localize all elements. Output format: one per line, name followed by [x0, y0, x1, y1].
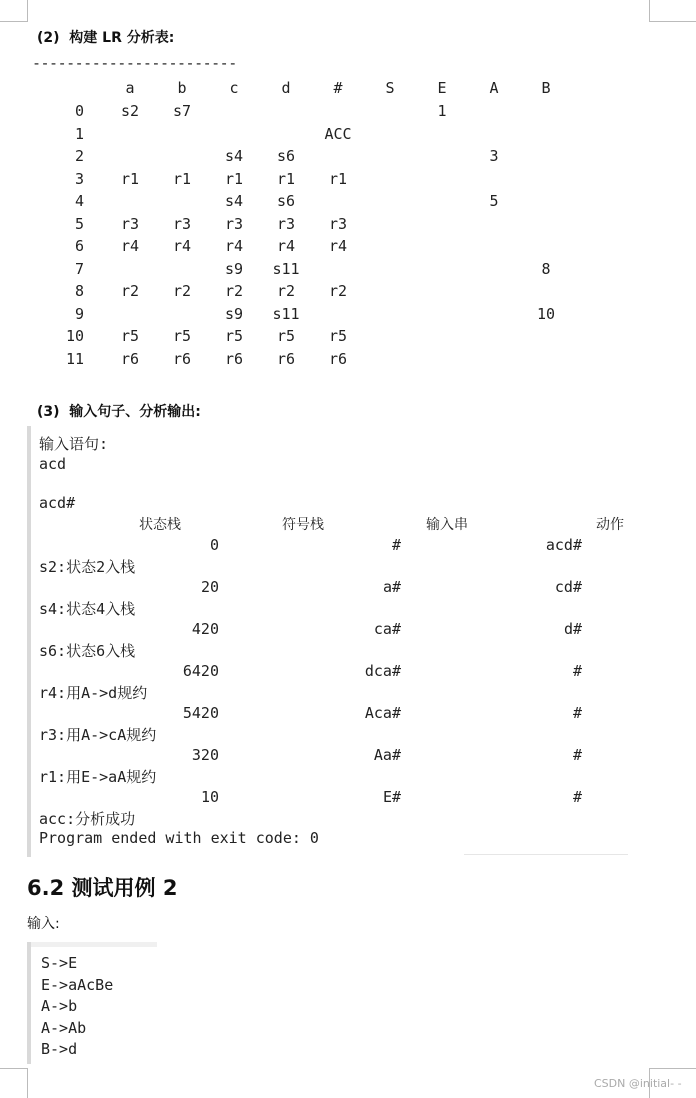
output-column-header: 输入串 — [426, 517, 468, 533]
output-input: acd — [39, 455, 67, 473]
code-block-border — [27, 426, 31, 857]
stack-state: 5420 — [182, 704, 219, 722]
stack-state: 20 — [200, 578, 219, 596]
table-cell: r2 — [328, 282, 348, 300]
table-cell: s9 — [224, 259, 244, 278]
step-action: acc:分析成功 — [39, 810, 136, 828]
section-heading: (3) 输入句子、分析输出: — [37, 404, 201, 420]
table-cell: r5 — [328, 327, 348, 345]
section-title: 6.2 测试用例 2 — [27, 876, 178, 900]
input-label: 输入: — [27, 916, 60, 932]
table-cell: s7 — [172, 102, 192, 120]
output-column-header: 动作 — [596, 517, 624, 533]
remaining-input: # — [572, 662, 582, 680]
output-column-header: 符号栈 — [282, 517, 324, 533]
grammar-rule: E->aAcBe — [41, 975, 114, 994]
step-action: r3:用A->cA规约 — [39, 726, 157, 744]
stack-symbol: E# — [382, 788, 401, 806]
step-action: s2:状态2入栈 — [39, 558, 136, 576]
remaining-input: acd# — [545, 536, 582, 554]
section-heading: (2) 构建 LR 分析表: — [37, 30, 175, 46]
step-action: s4:状态4入栈 — [39, 600, 136, 618]
table-row-state: 11 — [65, 349, 84, 368]
table-cell: 8 — [541, 259, 551, 278]
table-cell: r2 — [172, 282, 192, 300]
step-action: r4:用A->d规约 — [39, 684, 148, 702]
table-header-cell: d — [281, 79, 291, 97]
table-row-state: 0 — [74, 102, 84, 120]
table-cell: r1 — [328, 169, 348, 188]
crop-mark — [0, 0, 28, 22]
table-header-cell: A — [489, 79, 499, 97]
table-row-state: 7 — [74, 259, 84, 278]
table-cell: r1 — [224, 169, 244, 188]
table-cell: r5 — [276, 327, 296, 345]
table-cell: r3 — [172, 214, 192, 233]
table-row-state: 3 — [74, 169, 84, 188]
stack-symbol: Aa# — [373, 746, 401, 764]
output-prompt: 输入语句: — [39, 435, 109, 453]
stack-state: 6420 — [182, 662, 219, 680]
table-cell: 1 — [437, 102, 447, 120]
table-cell: r5 — [120, 327, 140, 345]
table-row-state: 4 — [74, 192, 84, 210]
stack-symbol: dca# — [364, 662, 401, 680]
table-cell: r6 — [120, 349, 140, 368]
table-row-state: 6 — [74, 237, 84, 255]
table-cell: s2 — [120, 102, 140, 120]
crop-mark — [649, 0, 696, 22]
table-header-cell: c — [229, 79, 239, 97]
table-cell: s9 — [224, 304, 244, 323]
output-input-with-end: acd# — [39, 494, 76, 512]
table-cell: s4 — [224, 147, 244, 165]
table-cell: r6 — [276, 349, 296, 368]
table-cell: r1 — [172, 169, 192, 188]
output-column-header: 状态栈 — [139, 517, 181, 533]
remaining-input: # — [572, 746, 582, 764]
table-cell: r6 — [328, 349, 348, 368]
table-cell: s11 — [272, 304, 300, 323]
grammar-rule: S->E — [41, 954, 78, 972]
table-cell: r4 — [276, 237, 296, 255]
table-cell: r3 — [120, 214, 140, 233]
exit-message: Program ended with exit code: 0 — [39, 829, 319, 847]
remaining-input: cd# — [554, 578, 582, 596]
table-cell: r1 — [120, 169, 140, 188]
table-cell: r3 — [224, 214, 244, 233]
table-header-cell: S — [385, 79, 395, 97]
table-cell: r4 — [224, 237, 244, 255]
table-cell: r5 — [224, 327, 244, 345]
table-cell: r4 — [120, 237, 140, 255]
table-cell: ACC — [324, 124, 352, 143]
stack-symbol: ca# — [373, 620, 401, 638]
grammar-rule: B->d — [41, 1040, 78, 1058]
remaining-input: d# — [563, 620, 582, 638]
table-row-state: 2 — [74, 147, 84, 165]
grammar-rule: A->Ab — [41, 1018, 87, 1037]
table-cell: s6 — [276, 192, 296, 210]
table-row-state: 10 — [65, 327, 84, 345]
table-cell: r3 — [276, 214, 296, 233]
code-block-top — [31, 942, 157, 947]
table-cell: r1 — [276, 169, 296, 188]
table-header-cell: B — [541, 79, 551, 97]
code-block-border — [27, 942, 31, 1064]
table-row-state: 8 — [74, 282, 84, 300]
divider — [464, 854, 628, 855]
stack-state: 0 — [209, 536, 219, 554]
stack-symbol: # — [391, 536, 401, 554]
stack-symbol: a# — [382, 578, 401, 596]
stack-state: 420 — [191, 620, 219, 638]
table-cell: r5 — [172, 327, 192, 345]
table-cell: r2 — [120, 282, 140, 300]
grammar-rule: A->b — [41, 997, 78, 1015]
remaining-input: # — [572, 788, 582, 806]
table-cell: s4 — [224, 192, 244, 210]
table-cell: r4 — [328, 237, 348, 255]
crop-mark — [0, 1068, 28, 1098]
table-cell: 3 — [489, 147, 499, 165]
remaining-input: # — [572, 704, 582, 722]
stack-symbol: Aca# — [364, 704, 401, 722]
table-row-state: 1 — [74, 124, 84, 143]
table-cell: 5 — [489, 192, 499, 210]
table-header-cell: b — [177, 79, 187, 97]
watermark: CSDN @initial- - — [594, 1077, 682, 1090]
table-cell: s11 — [272, 259, 300, 278]
table-cell: r6 — [172, 349, 192, 368]
table-cell: r2 — [276, 282, 296, 300]
table-cell: r6 — [224, 349, 244, 368]
table-cell: 10 — [536, 304, 556, 323]
table-cell: r2 — [224, 282, 244, 300]
step-action: s6:状态6入栈 — [39, 642, 136, 660]
table-header-cell: E — [437, 79, 447, 97]
stack-state: 320 — [191, 746, 219, 764]
table-row-state: 5 — [74, 214, 84, 233]
stack-state: 10 — [200, 788, 219, 806]
table-row-state: 9 — [74, 304, 84, 323]
table-cell: r3 — [328, 214, 348, 233]
table-cell: r4 — [172, 237, 192, 255]
step-action: r1:用E->aA规约 — [39, 768, 157, 786]
table-header-cell: # — [333, 79, 343, 97]
separator-line: ------------------------ — [32, 54, 237, 72]
table-cell: s6 — [276, 147, 296, 165]
table-header-cell: a — [125, 79, 135, 97]
